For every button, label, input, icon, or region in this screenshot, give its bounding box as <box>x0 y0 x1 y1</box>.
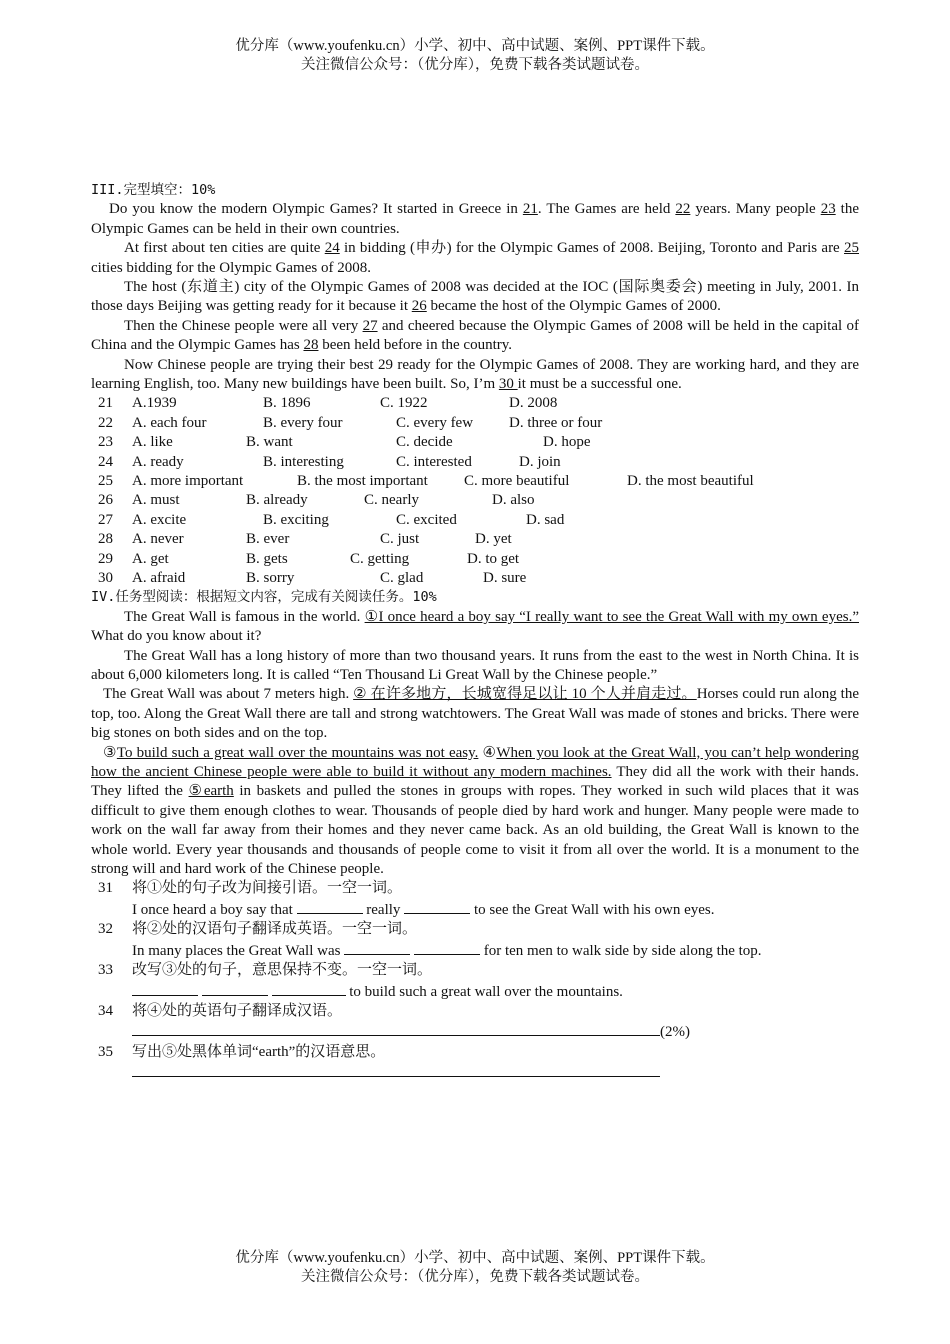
option-b: B. gets <box>246 550 288 567</box>
option-d: D. also <box>492 492 535 509</box>
option-c: C. more beautiful <box>464 473 570 490</box>
question-34 <box>91 1002 859 1043</box>
answer-blank[interactable] <box>297 899 363 914</box>
option-c: C. interested <box>396 453 472 470</box>
question-number: 35 <box>98 1043 113 1060</box>
header-line-2: 关注微信公众号：（优分库），免费下载各类试题试卷。 <box>301 57 649 73</box>
question-prompt: 将①处的句子改为间接引语。一空一词。 <box>132 880 403 897</box>
cloze-paragraph-3: The host (东道主) city of the Olympic Games of 2008 was decided at the IOC (国际奥委会) meeting in July, 2001. In those days Beijing was getting ready for it because it 26 became the host of the Olympic Games of 2000. <box>91 279 859 315</box>
question-number: 26 <box>98 492 113 509</box>
cloze-paragraph-1: Do you know the modern Olympic Games? It started in Greece in 21. The Games are held 22 years. Many people 23 the Olympic Games can be held in their own countries. <box>91 201 859 237</box>
question-32 <box>91 920 859 961</box>
option-row-23 <box>91 433 859 452</box>
option-c: C. every few <box>396 414 474 431</box>
option-b: B. already <box>246 492 308 509</box>
option-a: A. get <box>132 550 169 567</box>
answer-blank[interactable] <box>344 940 410 955</box>
exam-content <box>91 181 859 1084</box>
option-b: B. 1896 <box>263 395 311 412</box>
option-a: A. afraid <box>132 569 186 586</box>
underlined-sentence-1: ①I once heard a boy say “I really want to see the Great Wall with my own eyes.” <box>364 608 859 625</box>
option-b: B. the most important <box>297 473 428 490</box>
option-a: A. like <box>132 434 173 451</box>
blank-26: 26 <box>411 298 427 315</box>
question-31 <box>91 879 859 920</box>
question-number: 23 <box>98 434 113 451</box>
option-d: D. three or four <box>509 414 603 431</box>
option-a: A. excite <box>132 511 187 528</box>
option-c: C. excited <box>396 511 457 528</box>
answer-blank[interactable] <box>404 899 470 914</box>
question-answer-line: In many places the Great Wall was for ten men to walk side by side along the top. <box>132 940 859 961</box>
option-b: B. ever <box>246 531 290 548</box>
option-row-21 <box>91 394 859 413</box>
option-a: A. more important <box>132 473 244 490</box>
option-a: A. never <box>132 531 184 548</box>
question-number: 34 <box>98 1002 113 1019</box>
blank-24: 24 <box>324 240 340 257</box>
question-prompt: 将②处的汉语句子翻译成英语。一空一词。 <box>132 921 418 938</box>
option-d: D. yet <box>475 531 512 548</box>
option-d: D. join <box>519 453 561 470</box>
option-a: A. must <box>132 492 180 509</box>
question-number: 27 <box>98 511 113 528</box>
question-prompt: 写出⑤处黑体单词“earth”的汉语意思。 <box>132 1043 386 1060</box>
underlined-sentence-2: ② 在许多地方，长城宽得足以让 10 个人并肩走过。 <box>353 686 697 703</box>
question-number: 31 <box>98 880 113 897</box>
question-answer-line <box>132 1021 859 1042</box>
answer-blank[interactable] <box>132 981 198 996</box>
answer-blank[interactable] <box>132 1062 660 1077</box>
question-prompt: 将④处的英语句子翻译成汉语。 <box>132 1002 343 1019</box>
question-33 <box>91 961 859 1002</box>
question-number: 30 <box>98 569 113 586</box>
option-row-28 <box>91 530 859 549</box>
answer-blank[interactable] <box>414 940 480 955</box>
option-b: B. interesting <box>263 453 344 470</box>
question-answer-line: I once heard a boy say that really to see the Great Wall with his own eyes. <box>132 899 859 920</box>
option-row-25 <box>91 472 859 491</box>
underlined-word-earth: ⑤earth <box>188 783 234 800</box>
question-answer-line <box>132 1062 859 1083</box>
option-row-26 <box>91 491 859 510</box>
cloze-paragraph-2: At first about ten cities are quite 24 in bidding (申办) for the Olympic Games of 2008. Beijing, Toronto and Paris are 25 cities bidding for the Olympic Games of 2008. <box>91 240 859 276</box>
underlined-sentence-4: When you look at the Great Wall, you can’t help wondering how the ancient Chinese people were able to build it without any modern machines. <box>91 744 859 781</box>
question-number: 21 <box>98 395 113 412</box>
option-d: D. 2008 <box>509 395 558 412</box>
page-header <box>0 37 950 75</box>
question-number: 32 <box>98 921 113 938</box>
option-row-24 <box>91 453 859 472</box>
cloze-options <box>91 394 859 588</box>
question-number: 28 <box>98 531 113 548</box>
reading-paragraph-1: The Great Wall is famous in the world. ①I once heard a boy say “I really want to see the Great Wall with my own eyes.” What do you know about it? <box>91 608 859 645</box>
question-number: 29 <box>98 550 113 567</box>
question-answer-line: to build such a great wall over the mountains. <box>132 981 859 1002</box>
question-35 <box>91 1043 859 1084</box>
score-label: (2%) <box>660 1024 690 1041</box>
question-number: 25 <box>98 473 113 490</box>
footer-line-1: 优分库（www.youfenku.cn）小学、初中、高中试题、案例、PPT课件下载。 <box>235 1250 715 1266</box>
blank-25: 25 <box>844 240 859 257</box>
option-c: C. just <box>380 531 420 548</box>
cloze-section-title: III.完型填空：10% <box>91 182 216 198</box>
option-d: D. sure <box>483 569 527 586</box>
option-row-29 <box>91 550 859 569</box>
option-row-30 <box>91 569 859 588</box>
option-c: C. nearly <box>364 492 419 509</box>
answer-blank[interactable] <box>132 1021 660 1036</box>
option-b: B. want <box>246 434 293 451</box>
option-b: B. sorry <box>246 569 295 586</box>
blank-22: 22 <box>675 201 691 218</box>
option-a: A. ready <box>132 453 184 470</box>
footer-line-2: 关注微信公众号：（优分库），免费下载各类试题试卷。 <box>301 1269 649 1285</box>
option-b: B. exciting <box>263 511 329 528</box>
reading-paragraph-3: The Great Wall was about 7 meters high. ② 在许多地方，长城宽得足以让 10 个人并肩走过。Horses could run along the top, too. Along the Great Wall there are tall and strong watchtowers. The Great Wall was made of stones and bricks. There were big stones on both sides and on the top. <box>91 686 859 742</box>
option-b: B. every four <box>263 414 343 431</box>
option-c: C. glad <box>380 569 424 586</box>
option-d: D. the most beautiful <box>627 473 754 490</box>
option-row-22 <box>91 414 859 433</box>
reading-paragraph-2: The Great Wall has a long history of more than two thousand years. It runs from the east to the west in North China. It is about 6,000 kilometers long. It is called “Ten Thousand Li Great Wall by the Chinese people.” <box>91 647 859 683</box>
option-a: A. each four <box>132 414 207 431</box>
option-c: C. decide <box>396 434 453 451</box>
option-d: D. to get <box>467 550 520 567</box>
option-c: C. getting <box>350 550 410 567</box>
answer-blank[interactable] <box>272 981 346 996</box>
question-number: 33 <box>98 962 113 979</box>
page-footer <box>0 1249 950 1287</box>
blank-30: 30 <box>498 376 518 393</box>
question-number: 22 <box>98 414 113 431</box>
option-a: A.1939 <box>132 395 177 412</box>
option-c: C. 1922 <box>380 395 428 412</box>
reading-section-title: IV.任务型阅读：根据短文内容，完成有关阅读任务。10% <box>91 589 437 606</box>
question-prompt: 改写③处的句子，意思保持不变。一空一词。 <box>132 962 433 979</box>
cloze-paragraph-4: Then the Chinese people were all very 27 and cheered because the Olympic Games of 2008 will be held in the capital of China and the Olympic Games has 28 been held before in the country. <box>91 317 860 354</box>
option-d: D. hope <box>543 434 591 451</box>
option-row-27 <box>91 511 859 530</box>
option-d: D. sad <box>526 511 565 528</box>
blank-27: 27 <box>362 317 378 334</box>
blank-21: 21 <box>522 201 538 218</box>
question-number: 24 <box>98 453 113 470</box>
cloze-paragraph-5: Now Chinese people are trying their best 29 ready for the Olympic Games of 2008. They are working hard, and they are learning English, too. Many new buildings have been built. So, I’m 30 it must be a successful one. <box>91 356 859 393</box>
answer-blank[interactable] <box>202 981 268 996</box>
blank-28: 28 <box>303 337 319 354</box>
underlined-sentence-3: To build such a great wall over the mountains was not easy. <box>116 744 479 761</box>
header-line-1: 优分库（www.youfenku.cn）小学、初中、高中试题、案例、PPT课件下载。 <box>235 38 715 54</box>
reading-paragraph-4: ③To build such a great wall over the mountains was not easy. ④When you look at the Great Wall, you can’t help wondering how the ancient Chinese people were able to build it without any modern machines. They did all the work with their hands. They lifted the ⑤earth in baskets and pulled the stones in groups with ropes. They worked in such wild places that it was difficult to give them enough clothes to wear. Thousands of people died by hard work and hunger. Many people were made to work on the wall far away from their homes and they never came back. As an old building, the Great Wall is known to the whole world. Every year thousands and thousands of people come to visit it from all over the world. It is a monument to the strong will and hard work of the Chinese people. <box>91 744 860 878</box>
blank-23: 23 <box>820 201 836 218</box>
